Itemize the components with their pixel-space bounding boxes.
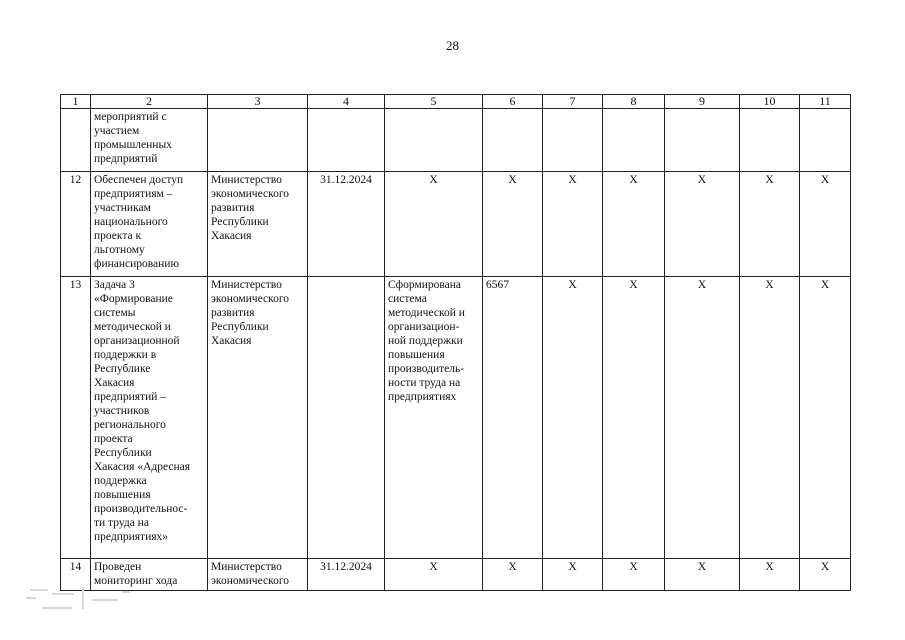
date-cell: 31.12.2024 [308, 172, 385, 277]
value-cell [740, 109, 800, 172]
executor-cell [208, 109, 308, 172]
value-cell [665, 109, 740, 172]
executor-cell: Министерство экономического развития Республики Хакасия [208, 277, 308, 559]
value-cell [800, 109, 851, 172]
header-cell: 8 [603, 95, 665, 109]
header-cell: 5 [385, 95, 483, 109]
value-cell: X [543, 277, 603, 559]
result-cell [385, 109, 483, 172]
header-cell: 1 [61, 95, 91, 109]
document-table [60, 94, 851, 591]
header-cell: 7 [543, 95, 603, 109]
date-cell [308, 277, 385, 559]
value-cell: X [665, 559, 740, 591]
scan-artifact [22, 583, 134, 615]
table-header-row [61, 95, 851, 109]
value-cell: X [740, 277, 800, 559]
value-cell [543, 109, 603, 172]
result-cell: Сформирована система методической и организацион- ной поддержки повышения производитель- ности труда на предприятиях [385, 277, 483, 559]
value-cell: X [665, 277, 740, 559]
header-cell: 4 [308, 95, 385, 109]
value-cell: X [740, 559, 800, 591]
header-cell: 6 [483, 95, 543, 109]
row-number-cell [61, 109, 91, 172]
value-cell: X [543, 172, 603, 277]
value-cell: X [800, 559, 851, 591]
value-cell [483, 109, 543, 172]
result-cell: X [385, 559, 483, 591]
value-cell: X [740, 172, 800, 277]
table-row [61, 109, 851, 172]
value-cell: X [603, 277, 665, 559]
header-cell: 10 [740, 95, 800, 109]
result-cell: X [385, 172, 483, 277]
event-name-cell: Проведен мониторинг хода [91, 559, 208, 591]
value-cell: 6567 [483, 277, 543, 559]
table-row [61, 277, 851, 559]
table-row [61, 559, 851, 591]
date-cell: 31.12.2024 [308, 559, 385, 591]
value-cell: X [483, 172, 543, 277]
value-cell: X [483, 559, 543, 591]
value-cell [603, 109, 665, 172]
value-cell: X [665, 172, 740, 277]
event-name-cell: Задача 3 «Формирование системы методической и организационной поддержки в Республике Хакасия предприятий – участников регионального проекта Республики Хакасия «Адресная поддержка повышения производительнос- ти труда на предприятиях» [91, 277, 208, 559]
event-name-cell: мероприятий с участием промышленных предприятий [91, 109, 208, 172]
value-cell: X [603, 559, 665, 591]
value-cell: X [603, 172, 665, 277]
row-number-cell: 13 [61, 277, 91, 559]
header-cell: 11 [800, 95, 851, 109]
row-number-cell: 14 [61, 559, 91, 591]
header-cell: 2 [91, 95, 208, 109]
date-cell [308, 109, 385, 172]
table-row [61, 172, 851, 277]
header-cell: 9 [665, 95, 740, 109]
executor-cell: Министерство экономического [208, 559, 308, 591]
executor-cell: Министерство экономического развития Республики Хакасия [208, 172, 308, 277]
page-number: 28 [446, 38, 459, 53]
value-cell: X [543, 559, 603, 591]
value-cell: X [800, 277, 851, 559]
header-cell: 3 [208, 95, 308, 109]
row-number-cell: 12 [61, 172, 91, 277]
value-cell: X [800, 172, 851, 277]
event-name-cell: Обеспечен доступ предприятиям – участникам национального проекта к льготному финансированию [91, 172, 208, 277]
